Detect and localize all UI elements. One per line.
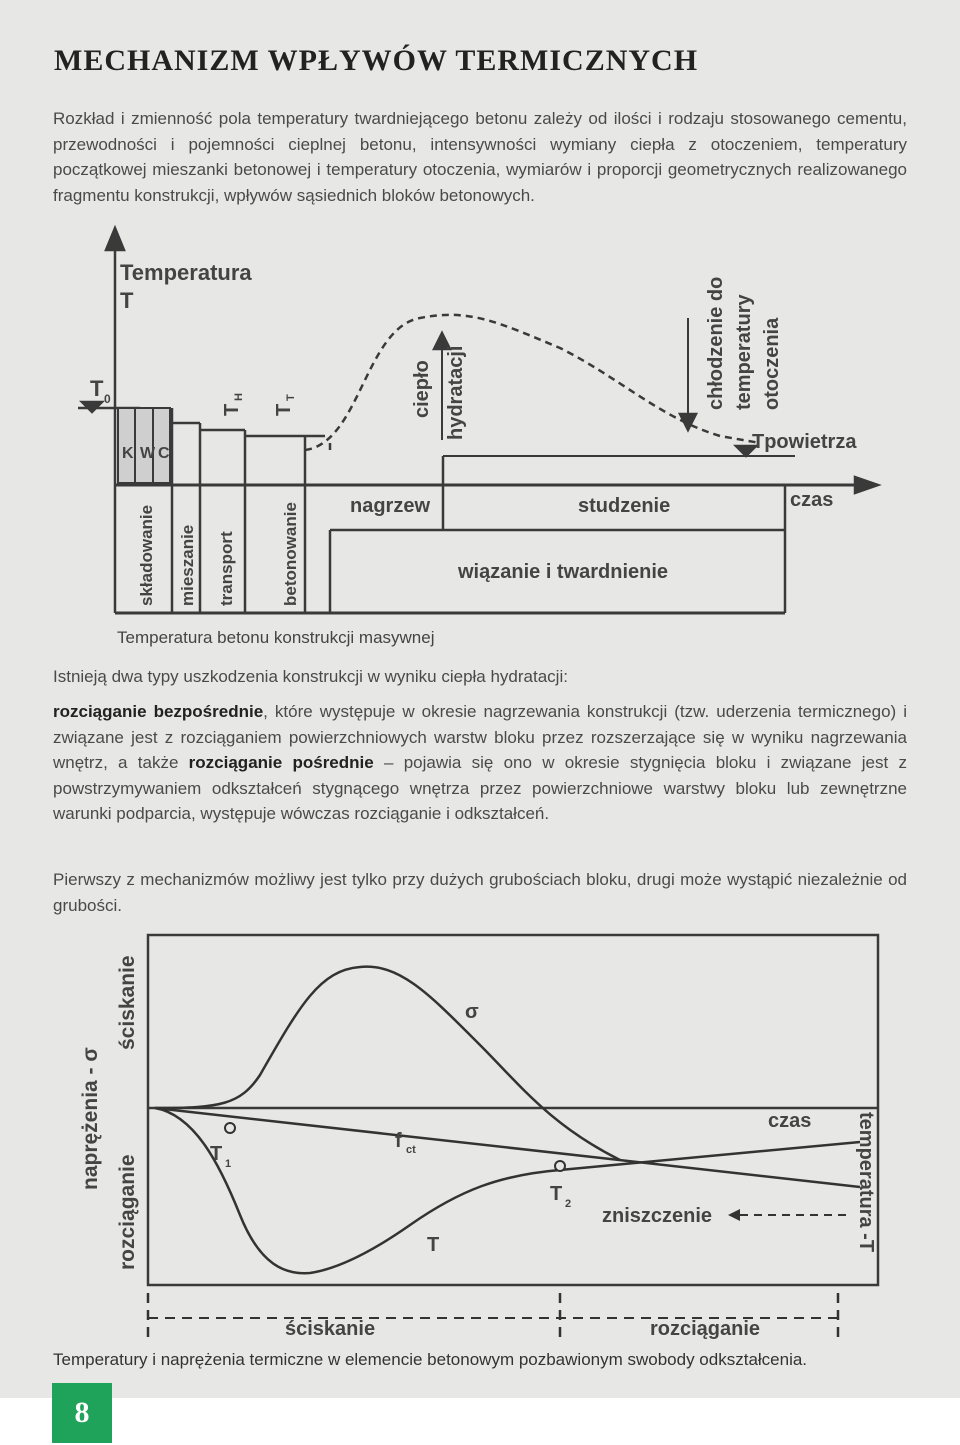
term-direct-tension: rozciąganie bezpośrednie (53, 702, 264, 721)
label-tt-sub: T (285, 394, 297, 401)
label-mieszanie: mieszanie (178, 524, 197, 606)
label-tpowietrza: Tpowietrza (752, 431, 857, 453)
label-naprezenia: naprężenia - σ (79, 1047, 102, 1190)
label-sciskanie-vertical: ściskanie (116, 955, 139, 1050)
label-th-sub: H (233, 393, 245, 401)
label-t1: T (210, 1143, 223, 1165)
label-hydratacji: hydratacji (445, 345, 467, 440)
label-cieplo: ciepło (411, 360, 433, 418)
label-fct: f (395, 1130, 402, 1152)
label-c: C (158, 445, 170, 462)
label-tt: T (273, 403, 295, 416)
label-t0-sub: 0 (104, 392, 111, 406)
label-w: W (140, 445, 156, 462)
label-temperatura-t: temperatura -T (855, 1112, 877, 1253)
term-indirect-tension: rozciąganie pośrednie (188, 753, 374, 773)
label-t2: T (550, 1183, 563, 1205)
label-transport: transport (217, 531, 236, 606)
figure2-caption: Temperatury i naprężenia termiczne w elemencie betonowym pozbawionym swobody odkształcenia. (53, 1350, 808, 1369)
label-chlodzenie-3: otoczenia (761, 317, 783, 410)
label-fct-sub: ct (406, 1144, 416, 1156)
label-studzenie: studzenie (578, 495, 671, 517)
page-title: MECHANIZM WPŁYWÓW TERMICZNYCH (54, 44, 699, 77)
types-description (53, 699, 907, 827)
types-intro: Istnieją dwa typy uszkodzenia konstrukcji w wyniku ciepła hydratacji: (53, 667, 568, 686)
mechanisms-paragraph: Pierwszy z mechanizmów możliwy jest tylko przy dużych grubościach bloku, drugi może wystąpić niezależnie od grubości. (53, 870, 907, 915)
label-t0: T (90, 376, 104, 401)
label-temperatura: Temperatura (120, 260, 252, 285)
label-czas: czas (768, 1110, 812, 1132)
label-skladowanie: składowanie (137, 504, 156, 606)
label-t2-sub: 2 (565, 1198, 572, 1210)
label-wiazanie: wiązanie i twardnienie (458, 561, 669, 583)
figure1-caption: Temperatura betonu konstrukcji masywnej (117, 628, 435, 647)
label-rozciaganie-horizontal: rozciąganie (650, 1318, 761, 1340)
label-k: K (122, 445, 134, 462)
label-t-axis: T (120, 288, 134, 313)
label-nagrzew: nagrzew (350, 495, 431, 517)
label-sigma: σ (465, 1001, 479, 1023)
label-t-curve: T (427, 1234, 440, 1256)
desc-text-2: – pojawia się ono w okresie stygnięcia bloku i związane jest z powstrzymywaniem odkształceń stygnącego wnętrza przez powierzchniowe warstwy bloku lub zewnętrzne warunki podparcia, występuje wówczas rozciąganie i odkształceń. (53, 753, 907, 824)
label-czas: czas (790, 489, 834, 511)
label-betonowanie: betonowanie (281, 502, 300, 606)
label-t1-sub: 1 (225, 1158, 232, 1170)
page-number: 8 (52, 1383, 112, 1443)
label-zniszczenie: zniszczenie (602, 1205, 713, 1227)
label-sciskanie-horizontal: ściskanie (285, 1318, 376, 1340)
label-chlodzenie-2: temperatury (733, 294, 755, 410)
label-rozciaganie-vertical: rozciąganie (116, 1154, 139, 1270)
temperature-diagram (60, 218, 890, 618)
intro-paragraph: Rozkład i zmienność pola temperatury twardniejącego betonu zależy od ilości i rodzaju stosowanego cementu, przewodności i pojemności cieplnej betonu, intensywności wymiany ciepła z otoczeniem, temperatury początkowej mieszanki betonowej i temperatury otoczenia, wymiarów i proporcji geometrycznych realizowanego fragmentu konstrukcji, wpływów sąsiednich bloków betonowych. (53, 109, 907, 205)
label-th: T (221, 403, 243, 416)
label-chlodzenie-1: chłodzenie do (705, 276, 727, 410)
stress-temperature-diagram (60, 925, 890, 1345)
desc-text-1: , które występuje w okresie nagrzewania konstrukcji (tzw. uderzenia termicznego) i związane jest z rozciąganiem powierzchniowych warstw bloku przez rozszerzające się w wyniku nagrzewania wnętrz, a także (53, 702, 908, 773)
